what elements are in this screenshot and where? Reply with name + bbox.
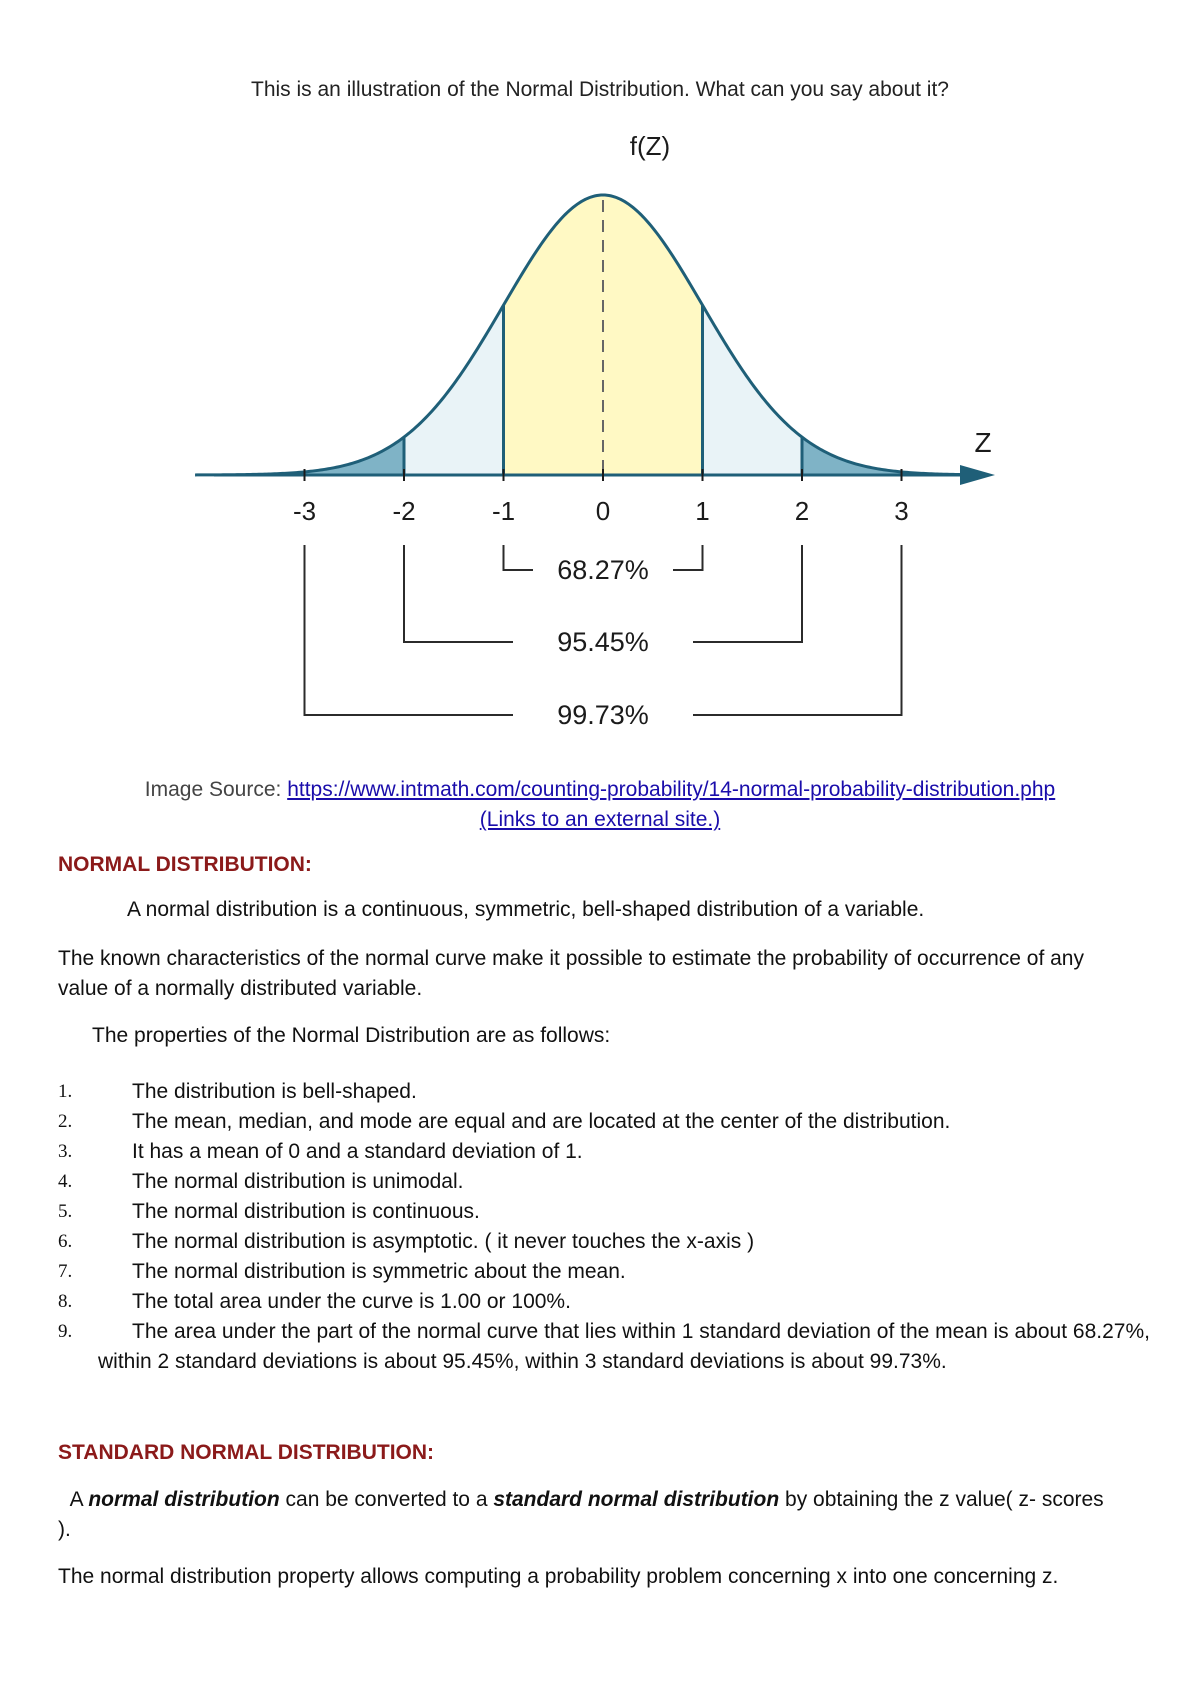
tick-label: -3 bbox=[292, 496, 317, 526]
definition-paragraph: A normal distribution is a continuous, symmetric, bell-shaped distribution of a variable. bbox=[127, 898, 925, 921]
tick-label: -1 bbox=[491, 496, 516, 526]
image-source-prefix: Image Source: bbox=[144, 778, 288, 801]
conversion-paragraph: A normal distribution can be converted to a standard normal distribution by obtaining the z value( z- scores ). bbox=[58, 1488, 1104, 1541]
right-tail-area bbox=[802, 437, 921, 475]
list-item: 3. It has a mean of 0 and a standard deviation of 1. bbox=[58, 1140, 583, 1163]
properties-list bbox=[58, 1077, 1158, 1377]
properties-intro: The properties of the Normal Distribution are as follows: bbox=[92, 1024, 611, 1047]
list-item: 9. The area under the part of the normal curve that lies within 1 standard deviation of the mean is about 68.27%, within 2 standard deviations is about 95.45%, within 3 standard deviations is about 99.73%. bbox=[58, 1320, 1150, 1373]
tick-label: 0 bbox=[595, 496, 611, 526]
list-item: 2. The mean, median, and mode are equal and are located at the center of the distribution. bbox=[58, 1110, 951, 1133]
image-source-link[interactable]: https://www.intmath.com/counting-probability/14-normal-probability-distribution.php bbox=[287, 778, 1056, 801]
bracket-percent-label: 68.27% bbox=[557, 555, 649, 585]
bracket-percent-label: 95.45% bbox=[557, 627, 649, 657]
tick-label: 1 bbox=[695, 496, 710, 526]
list-item: 8. The total area under the curve is 1.00 or 100%. bbox=[58, 1290, 571, 1313]
z-axis-arrow-icon bbox=[960, 465, 995, 485]
tick-label: -2 bbox=[392, 496, 416, 526]
tick-label: 3 bbox=[894, 496, 909, 526]
intro-question: This is an illustration of the Normal Distribution. What can you say about it? bbox=[251, 78, 949, 101]
list-item: 7. The normal distribution is symmetric about the mean. bbox=[58, 1260, 626, 1283]
center-area bbox=[504, 195, 703, 475]
heading-standard-normal-distribution: STANDARD NORMAL DISTRIBUTION: bbox=[58, 1441, 435, 1464]
left-tail-area bbox=[285, 437, 404, 475]
tick-label: 2 bbox=[794, 496, 810, 526]
x-axis-label: Z bbox=[974, 427, 992, 458]
heading-normal-distribution: NORMAL DISTRIBUTION: bbox=[58, 853, 312, 876]
image-source bbox=[0, 775, 1200, 835]
list-item: 4. The normal distribution is unimodal. bbox=[58, 1170, 464, 1193]
term-standard-normal-distribution: standard normal distribution bbox=[493, 1488, 780, 1511]
term-normal-distribution: normal distribution bbox=[88, 1488, 280, 1511]
characteristics-paragraph: The known characteristics of the normal curve make it possible to estimate the probability of occurrence of any value of a normally distributed variable. bbox=[58, 947, 1084, 1000]
normal-distribution-figure bbox=[0, 120, 1200, 760]
y-axis-label: f(Z) bbox=[629, 131, 671, 161]
z-property-paragraph: The normal distribution property allows computing a probability problem concerning x into one concerning z. bbox=[58, 1565, 1059, 1588]
list-item: 1. The distribution is bell-shaped. bbox=[58, 1080, 417, 1103]
external-site-link[interactable]: (Links to an external site.) bbox=[479, 808, 721, 831]
list-item: 6. The normal distribution is asymptotic. ( it never touches the x-axis ) bbox=[58, 1230, 755, 1253]
list-item: 5. The normal distribution is continuous. bbox=[58, 1200, 480, 1223]
bracket-percent-label: 99.73% bbox=[557, 700, 649, 730]
